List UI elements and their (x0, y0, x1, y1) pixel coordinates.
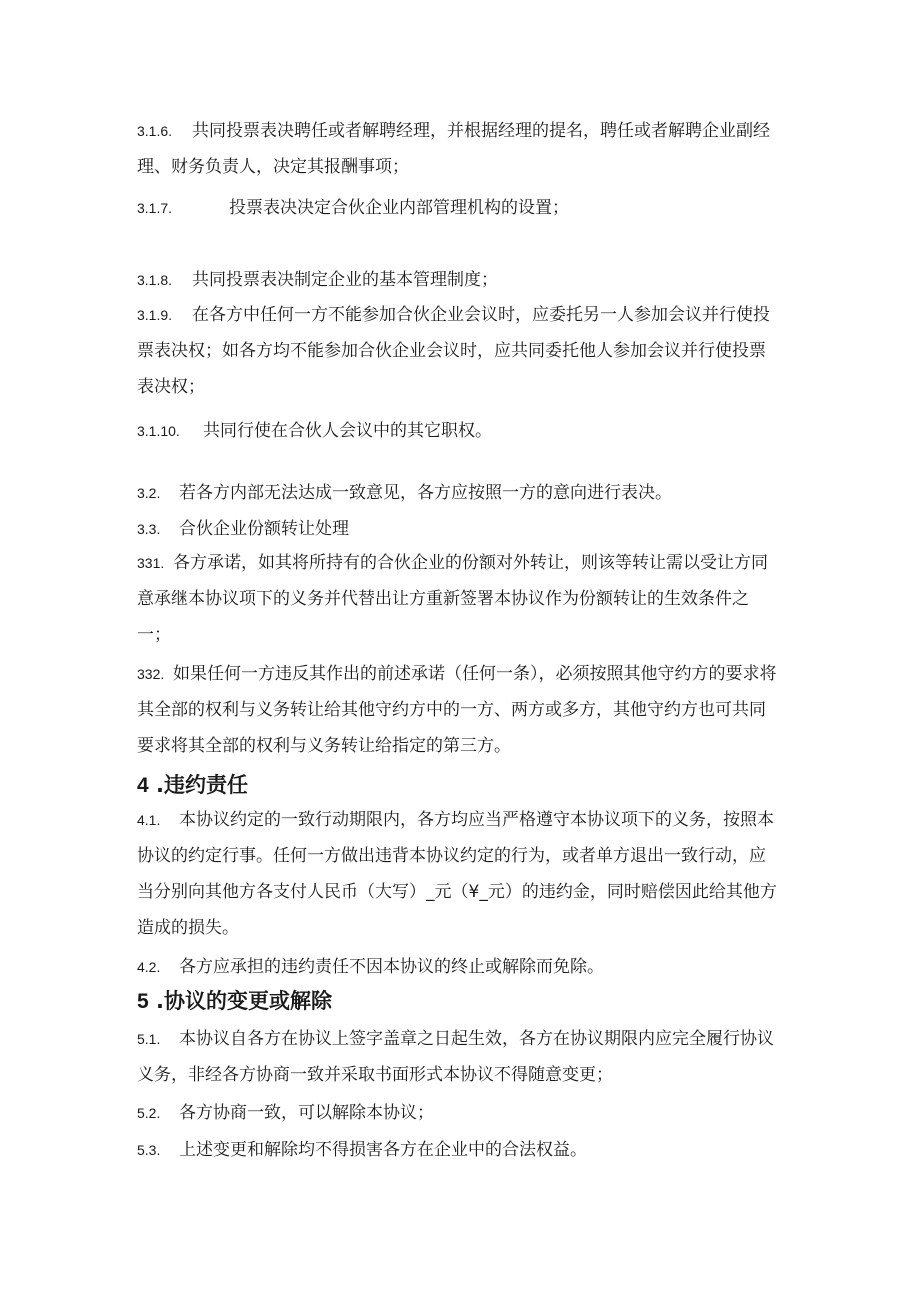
clause-text: 投票表决决定合伙企业内部管理机构的设置； (229, 198, 569, 218)
clause-3-1-9 (137, 297, 777, 405)
clause-text: 共同投票表决制定企业的基本管理制度； (192, 270, 498, 290)
clause-text: 各方协商一致，可以解除本协议； (179, 1103, 434, 1123)
clause-text: 各方应承担的违约责任不因本协议的终止或解除而免除。 (179, 957, 604, 977)
clause-number: 4.2. (137, 959, 161, 975)
section-heading-5 (137, 986, 332, 1017)
clause-text: 共同投票表决聘任或者解聘经理，并根据经理的提名，聘任或者解聘企业副经理、财务负责人，决定其报酬事项； (137, 121, 770, 177)
clause-3-1-6 (137, 113, 777, 185)
clause-text: 在各方中任何一方不能参加合伙企业会议时，应委托另一人参加会议并行使投票表决权；如各方均不能参加合伙企业会议时，应共同委托他人参加会议并行使投票表决权； (137, 305, 770, 397)
clause-number: 3.1.6. (137, 123, 173, 139)
clause-number: 5.3. (137, 1142, 161, 1158)
clause-5-2 (137, 1095, 777, 1131)
clause-number: 3.2. (137, 485, 161, 501)
clause-number: 5.1. (137, 1031, 161, 1047)
heading-number: 5 (137, 990, 149, 1013)
clause-4-2 (137, 949, 777, 985)
clause-number: 3.1.7. (137, 200, 173, 216)
clause-text: 上述变更和解除均不得损害各方在企业中的合法权益。 (179, 1140, 587, 1160)
clause-number: 3.1.10. (137, 423, 180, 439)
clause-text: 如果任何一方违反其作出的前述承诺（任何一条），必须按照其他守约方的要求将其全部的权利与义务转让给其他守约方中的一方、两方或多方，其他守约方也可共同要求将其全部的权利与义务转让给指定的第三方。 (137, 664, 777, 756)
clause-3-2 (137, 475, 777, 511)
clause-number: 3.1.8. (137, 272, 173, 288)
clause-text: 本协议自各方在协议上签字盖章之日起生效，各方在协议期限内应完全履行协议义务，非经各方协商一致并采取书面形式本协议不得随意变更； (137, 1029, 774, 1085)
clause-text: 本协议约定的一致行动期限内，各方均应当严格遵守本协议项下的义务，按照本协议的约定行事。任何一方做出违背本协议约定的行为，或者单方退出一致行动，应当分别向其他方各支付人民币（大写）_元（¥_元）的违约金，同时赔偿因此给其他方造成的损失。 (137, 810, 777, 938)
section-heading-4 (137, 770, 248, 801)
clause-4-1 (137, 802, 777, 946)
clause-text: 合伙企业份额转让处理 (179, 519, 349, 539)
heading-text: .违约责任 (156, 773, 248, 797)
clause-3-3 (137, 511, 777, 547)
clause-number: 5.2. (137, 1105, 161, 1121)
clause-text: 共同行使在合伙人会议中的其它职权。 (203, 421, 492, 441)
clause-5-1 (137, 1021, 777, 1093)
clause-3-1-10 (137, 413, 777, 449)
clause-number: 3.3. (137, 521, 161, 537)
heading-text: .协议的变更或解除 (156, 989, 332, 1013)
clause-3-1-7 (137, 190, 777, 226)
clause-text: 若各方内部无法达成一致意见，各方应按照一方的意向进行表决。 (179, 483, 672, 503)
heading-number: 4 (137, 774, 149, 797)
clause-text: 各方承诺，如其将所持有的合伙企业的份额对外转让，则该等转让需以受让方同意承继本协议项下的义务并代替出让方重新签署本协议作为份额转让的生效条件之一； (137, 553, 768, 645)
clause-number: 3.1.9. (137, 307, 173, 323)
clause-3-1-8 (137, 262, 777, 298)
clause-3-3-2 (137, 656, 777, 764)
clause-5-3 (137, 1132, 777, 1168)
clause-number: 4.1. (137, 812, 161, 828)
clause-3-3-1 (137, 545, 777, 653)
clause-number: 331. (137, 555, 165, 571)
clause-number: 332. (137, 666, 165, 682)
